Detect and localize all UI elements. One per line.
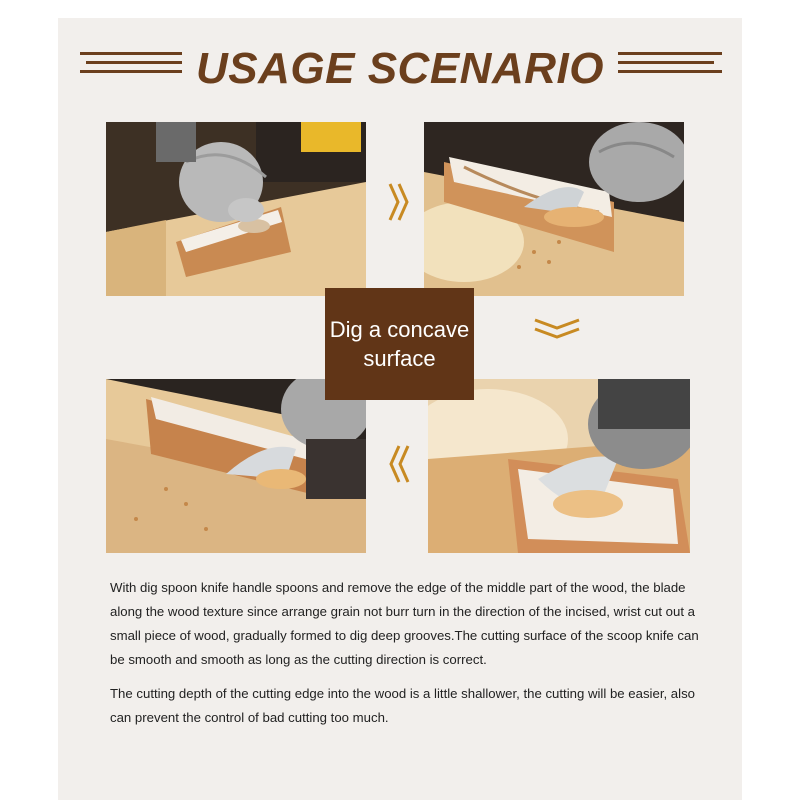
hand-with-glove-on-wood-blank-photo bbox=[106, 122, 366, 296]
scoop-knife-closeup-photo bbox=[428, 379, 690, 553]
description-paragraph-1: With dig spoon knife handle spoons and remove the edge of the middle part of the wood, the blade along the wood texture since arrange grain not burr turn in the direction of the incised, wrist cut out a small piece of wood, gradually formed to dig deep grooves.The cutting surface of the scoop knife can be smooth and smooth as long as the cutting direction is correct. bbox=[110, 580, 699, 667]
step-label-line2: surface bbox=[363, 346, 436, 371]
chevron-down-icon bbox=[532, 318, 582, 340]
step-label-line1: Dig a concave bbox=[329, 317, 470, 342]
section-header bbox=[0, 38, 800, 102]
page-title: USAGE SCENARIO bbox=[196, 44, 604, 93]
chevron-left-icon bbox=[388, 442, 410, 486]
scoop-knife-cutting-bowl-photo bbox=[424, 122, 684, 296]
title-decoration-right bbox=[618, 52, 722, 79]
chevron-right-icon bbox=[388, 180, 410, 224]
step-label-box bbox=[325, 288, 474, 400]
title-decoration-left bbox=[80, 52, 182, 79]
description-paragraph-2: The cutting depth of the cutting edge into the wood is a little shallower, the cutting will be easier, also can prevent the control of bad cutting too much. bbox=[110, 686, 696, 725]
scoop-knife-deepening-groove-photo bbox=[106, 379, 366, 553]
